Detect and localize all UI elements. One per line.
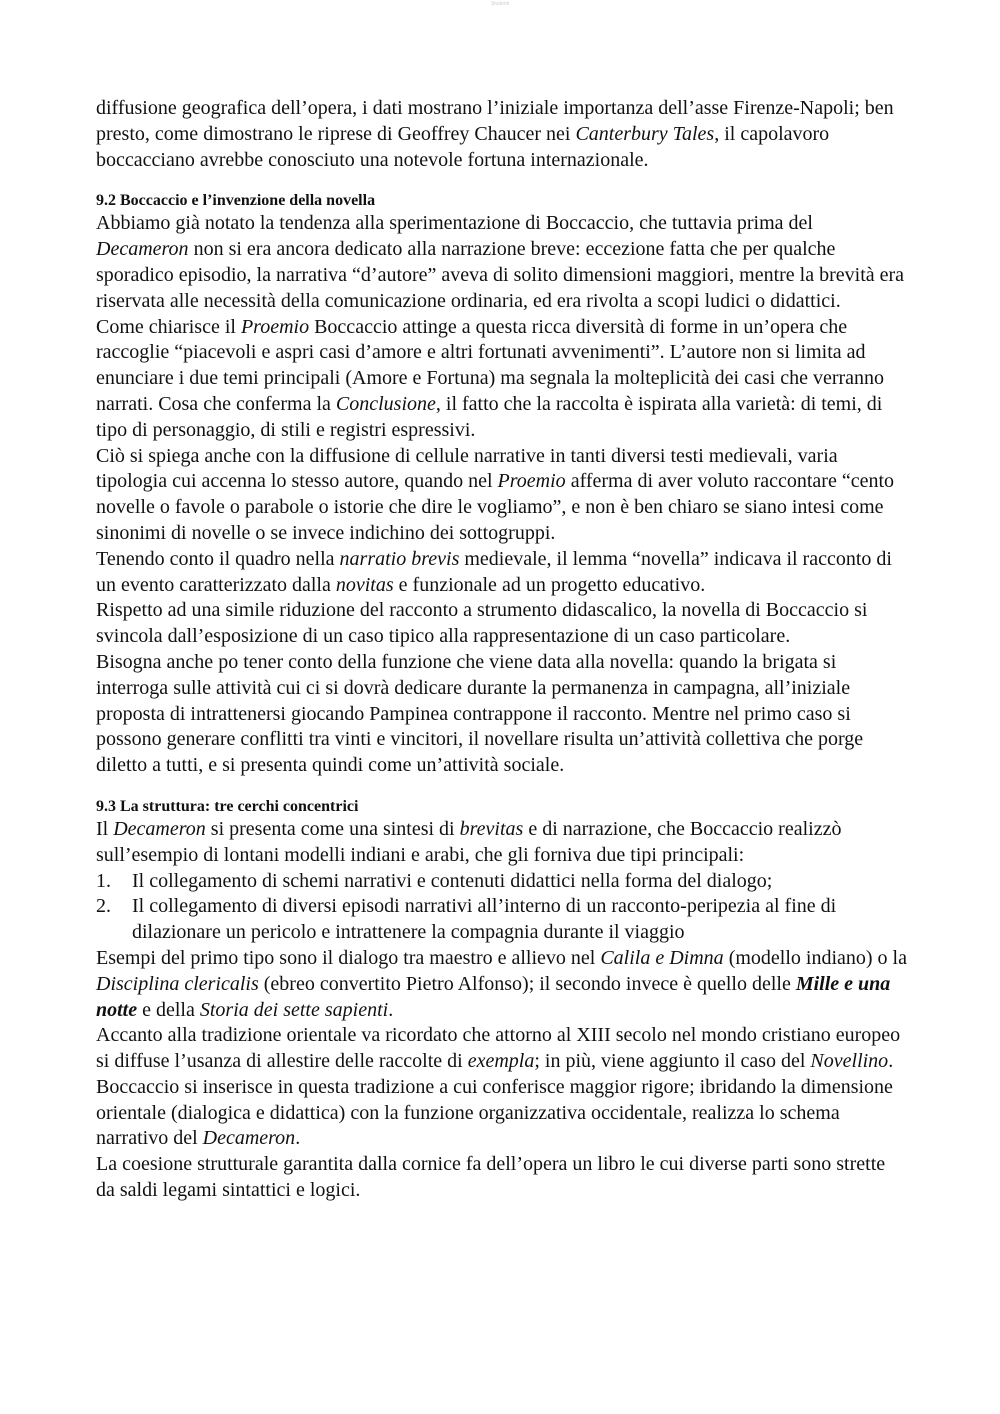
paragraph: Accanto alla tradizione orientale va ricordato che attorno al XIII secolo nel mondo cristiano europeo si diffuse l’usanza di allestire delle raccolte di exempla; in più, viene aggiunto il caso del Novellino. Boccaccio si inserisce in questa tradizione a cui conferisce maggior rigore; ibridando la dimensione orientale (dialogica e didattica) con la funzione organizzativa occidentale, realizza lo schema narrativo del Decameron. bbox=[96, 1024, 901, 1150]
paragraph: Rispetto ad una simile riduzione del racconto a strumento didascalico, la novella di Boccaccio si svincola dall’esposizione di un caso tipico alla rappresentazione di un caso particolare. bbox=[96, 599, 868, 648]
section-heading-9-2: 9.2 Boccaccio e l’invenzione della novella bbox=[96, 192, 376, 210]
list-item: 1. Il collegamento di schemi narrativi e contenuti didattici nella forma del dialogo; bbox=[96, 869, 773, 892]
paragraph: Bisogna anche po tener conto della funzione che viene data alla novella: quando la brigata si interroga sulle attività cui ci si dovrà dedicare durante la permanenza in campagna, all’iniziale proposta di intrattenersi giocando Pampinea contrappone il racconto. Mentre nel primo caso si possono generare conflitti tra vinti e vincitori, il novellare risulta un’attività collettiva che porge diletto a tutti, e si presenta quindi come un’attività sociale. bbox=[96, 650, 864, 777]
list-item: 2. Il collegamento di diversi episodi narrativi all’interno di un racconto-peripezia al fine di dilazionare un pericolo e intrattenere la compagnia durante il viaggio bbox=[96, 895, 837, 944]
paragraph: La coesione strutturale garantita dalla cornice fa dell’opera un libro le cui diverse parti sono strette da saldi legami sintattici e logici. bbox=[96, 1153, 886, 1202]
paragraph: Il Decameron si presenta come una sintesi di brevitas e di narrazione, che Boccaccio realizzò sull’esempio di lontani modelli indiani e arabi, che gli forniva due tipi principali: bbox=[96, 817, 842, 866]
section-heading-9-3: 9.3 La struttura: tre cerchi concentrici bbox=[96, 797, 359, 815]
paragraph: Abbiamo già notato la tendenza alla sperimentazione di Boccaccio, che tuttavia prima del Decameron non si era ancora dedicato alla narrazione breve: eccezione fatta che per qualche sporadico episodio, la narrativa “d’autore” aveva di solito dimensioni maggiori, mentre la brevità era riservata alle necessità della comunicazione ordinaria, ed era rivolta a scopi ludici o didattici. bbox=[96, 212, 905, 312]
numbered-list bbox=[96, 869, 908, 946]
paragraph: Tenendo conto il quadro nella narratio brevis medievale, il lemma “novella” indicava il racconto di un evento caratterizzato dalla novitas e funzionale ad un progetto educativo. bbox=[96, 547, 892, 596]
intro-paragraph: diffusione geografica dell’opera, i dati mostrano l’iniziale importanza dell’asse Firenze-Napoli; ben presto, come dimostrano le riprese di Geoffrey Chaucer nei Canterbury Tales, il capolavoro boccacciano avrebbe conosciuto una notevole fortuna internazionale. bbox=[96, 97, 894, 171]
watermark: Studenti bbox=[490, 1, 510, 7]
paragraph: Esempi del primo tipo sono il dialogo tra maestro e allievo nel Calila e Dimna (modello indiano) o la Disciplina clericalis (ebreo convertito Pietro Alfonso); il secondo invece è quello delle Mille e una notte e della Storia dei sette sapienti. bbox=[96, 946, 907, 1021]
paragraph: Come chiarisce il Proemio Boccaccio attinge a questa ricca diversità di forme in un’opera che raccoglie “piacevoli e aspri casi d’amore e altri fortunati avvenimenti”. L’autore non si limita ad enunciare i due temi principali (Amore e Fortuna) ma segnala la molteplicità dei casi che verranno narrati. Cosa che conferma la Conclusione, il fatto che la raccolta è ispirata alla varietà: di temi, di tipo di personaggio, di stili e registri espressivi. bbox=[96, 315, 885, 441]
paragraph: Ciò si spiega anche con la diffusione di cellule narrative in tanti diversi testi medievali, varia tipologia cui accenna lo stesso autore, quando nel Proemio afferma di aver voluto raccontare “cento novelle o favole o parabole o istorie che dire le vogliamo”, e non è ben chiaro se siano intesi come sinonimi di novelle o se invece indichino dei sottogruppi. bbox=[96, 444, 895, 544]
document-page bbox=[96, 96, 908, 1204]
